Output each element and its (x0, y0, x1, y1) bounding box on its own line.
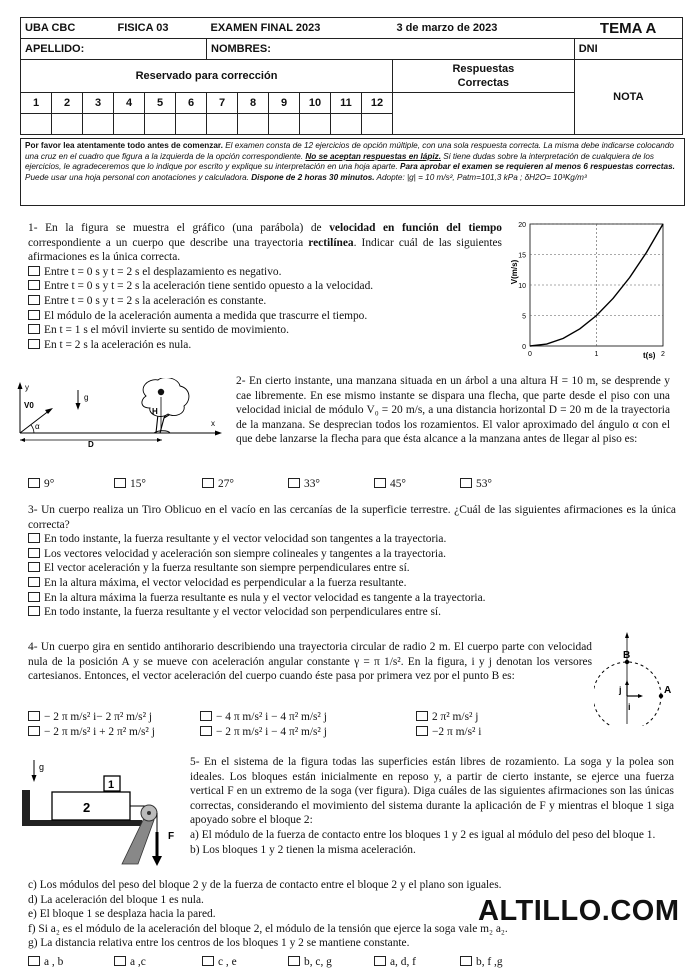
statement-e: e) El bloque 1 se desplaza hacia la pared. (28, 908, 216, 921)
alpha-label: α (35, 422, 40, 431)
block-2 (52, 792, 130, 820)
alpha-arc (31, 425, 34, 433)
y-arrow-icon (18, 382, 23, 389)
q5-option[interactable]: a, d, f (374, 956, 416, 968)
grade-number: 3 (83, 93, 114, 114)
checkbox[interactable] (28, 577, 40, 587)
nota-label: NOTA (574, 60, 682, 135)
question-5-statement: 5- En el sistema de la figura todas las superficies están libres de rozamiento. La soga y la polea son ideales. Los bloques están inicialmente en reposo y, a partir de cierto instante, se ejerce una fuerza vertical F en un extremo de la soga (ver figura). Diga cuáles de las siguientes afirmaciones son las únicas correctas, considerando el movimiento del sistema durante la aplicación de F y mientras el bloque 1 siga apoyado sobre el bloque 2: (190, 756, 674, 827)
point-a-label: A (664, 685, 672, 696)
q5-option[interactable]: b, c, g (288, 956, 332, 968)
checkbox[interactable] (460, 956, 472, 966)
question-2 (236, 374, 670, 447)
x-tick-label: 0 (528, 351, 532, 358)
instructions-lead: Por favor lea atentamente todo antes de comenzar. (25, 141, 223, 150)
i-label: i (628, 702, 631, 712)
statement-b: b) Los bloques 1 y 2 tienen la misma aceleración. (190, 843, 416, 856)
grade-number: 11 (331, 93, 362, 114)
exam-date: 3 de marzo de 2023 (393, 18, 575, 39)
instructions-doubts: Si tiene dudas sobre la interpretación de cualquiera de los ejercicios, le agradeceremos que lo indique por escrito y explique su interpretación en una hoja aparte. (25, 151, 655, 172)
y-label: y (25, 383, 29, 392)
question-4 (28, 640, 592, 684)
blocks-pulley-figure (22, 756, 190, 872)
force-f-arrow-icon (152, 856, 162, 866)
q4-option[interactable]: − 2 π m/s² i − 4 π² m/s² j (200, 726, 327, 738)
grade-number: 7 (207, 93, 238, 114)
grade-cell[interactable] (300, 114, 331, 135)
q1-option[interactable]: Entre t = 0 s y t = 2 s la aceleración tiene sentido opuesto a la velocidad. (28, 279, 502, 294)
x-arrow-icon (215, 431, 222, 436)
checkbox[interactable] (28, 726, 40, 736)
checkbox[interactable] (28, 592, 40, 602)
checkbox[interactable] (200, 711, 212, 721)
y-tick-label: 0 (522, 344, 526, 351)
q2-option[interactable]: 33° (288, 478, 320, 490)
question-4-statement: 4- Un cuerpo gira en sentido antihorario describiendo una trayectoria circular de radio 2 m. El cuerpo parte con velocidad nula de la posición A y se mueve con aceleración angular constante γ = π 1/s². En la figura, i y j denotan los versores cartesianos. Entonces, el vector aceleración del cuerpo cuando éste pasa por primera vez por el punto B es: (28, 641, 592, 683)
instructions-pencil-warning: No se aceptan respuestas en lápiz. (305, 151, 441, 161)
checkbox[interactable] (28, 548, 40, 558)
x-axis-label: t(s) (643, 351, 656, 360)
grade-number: 2 (52, 93, 83, 114)
q4-option[interactable]: − 2 π m/s² i− 2 π² m/s² j (28, 711, 152, 723)
checkbox[interactable] (374, 478, 386, 488)
grade-number: 4 (114, 93, 145, 114)
q2-options (28, 478, 668, 492)
q5-option[interactable]: a ,c (114, 956, 146, 968)
statement-f: f) Si a₂ es el módulo de la aceleración del bloque 2, el módulo de la tensión que ejerce la soga vale m₂ a₂. (28, 922, 508, 935)
grade-number: 9 (269, 93, 300, 114)
institution: UBA CBC (21, 18, 114, 39)
point-a (659, 694, 663, 698)
question-3-statement: 3- Un cuerpo realiza un Tiro Oblicuo en el vacío en las cercanías de la superficie terrestre. ¿Cuál de las siguientes afirmaciones es la única correcta? (28, 504, 676, 531)
grade-cell[interactable] (331, 114, 362, 135)
q4-option[interactable]: 2 π² m/s² j (416, 711, 478, 723)
q5-option[interactable]: a , b (28, 956, 63, 968)
instructions (20, 138, 685, 206)
q1-option[interactable]: Entre t = 0 s y t = 2 s el desplazamiento es negativo. (28, 265, 502, 280)
tree-icon (142, 378, 189, 433)
checkbox[interactable] (288, 478, 300, 488)
q4-option[interactable]: − 4 π m/s² i − 4 π² m/s² j (200, 711, 327, 723)
y-tick-label: 15 (518, 252, 526, 260)
q2-option[interactable]: 53° (460, 478, 492, 490)
checkbox[interactable] (114, 956, 126, 966)
checkbox[interactable] (460, 478, 472, 488)
apellido-field[interactable]: APELLIDO: (21, 39, 207, 60)
grade-cell[interactable] (207, 114, 238, 135)
h-label: H (152, 407, 158, 416)
checkbox[interactable] (28, 266, 40, 276)
instructions-pass: Para aprobar el examen se requieren al menos 6 respuestas correctas. (400, 162, 675, 172)
q3-option[interactable]: En todo instante, la fuerza resultante y el vector velocidad son tangentes a la trayectoria. (28, 532, 676, 547)
q1-option[interactable]: En t = 2 s la aceleración es nula. (28, 338, 502, 353)
y-axis-label: V(m/s) (510, 259, 519, 285)
y-tick-label: 20 (518, 222, 526, 229)
block-2-label: 2 (83, 800, 91, 815)
question-1 (28, 221, 502, 352)
grade-cell[interactable] (145, 114, 176, 135)
checkbox[interactable] (28, 533, 40, 543)
j-arrow-icon (625, 680, 629, 685)
question-1-statement: 1- En la figura se muestra el gráfico (una parábola) de velocidad en función del tiempo correspondiente a un cuerpo que describe una trayectoria rectilínea. Indicar cuál de las siguientes afirmaciones es la única correcta. (28, 222, 502, 264)
checkbox[interactable] (416, 726, 428, 736)
q2-option[interactable]: 15° (114, 478, 146, 490)
grade-cell[interactable] (114, 114, 145, 135)
x-tick-label: 1 (594, 351, 599, 358)
grade-cell[interactable] (238, 114, 269, 135)
q3-option[interactable]: En todo instante, la fuerza resultante y el vector velocidad son perpendiculares entre sí. (28, 605, 676, 620)
force-f-label: F (168, 831, 175, 842)
j-label: j (619, 685, 622, 695)
q1-option[interactable]: Entre t = 0 s y t = 2 s la aceleración es constante. (28, 294, 502, 309)
instructions-notes: Puede usar una hoja personal con anotaciones y calculadora. (25, 173, 252, 183)
correct-label-1: Respuestas (452, 63, 515, 75)
statement-a: a) El módulo de la fuerza de contacto entre los bloques 1 y 2 es igual al módulo del peso del bloque 1. (190, 828, 656, 841)
dni-field[interactable]: DNI (574, 39, 682, 60)
grade-number: 5 (145, 93, 176, 114)
exam-title: EXAMEN FINAL 2023 (207, 18, 393, 39)
q4-option[interactable]: − 2 π m/s² i + 2 π² m/s² j (28, 726, 155, 738)
checkbox[interactable] (28, 711, 40, 721)
checkbox[interactable] (416, 711, 428, 721)
block-1-label: 1 (108, 779, 115, 791)
x-tick-label: 2 (661, 351, 665, 358)
velocity-time-chart (505, 214, 677, 366)
grade-cell[interactable] (21, 114, 52, 135)
q1-option[interactable]: El módulo de la aceleración aumenta a medida que trascurre el tiempo. (28, 309, 502, 324)
nombres-field[interactable]: NOMBRES: (207, 39, 575, 60)
q1-option[interactable]: En t = 1 s el móvil invierte su sentido de movimiento. (28, 323, 502, 338)
q2-option[interactable]: 45° (374, 478, 406, 490)
grade-number: 1 (21, 93, 52, 114)
d-arrow-left-icon (20, 438, 25, 442)
circle-figure (594, 630, 684, 726)
checkbox[interactable] (114, 478, 126, 488)
checkbox[interactable] (28, 606, 40, 616)
checkbox[interactable] (28, 339, 40, 349)
reserved-label: Reservado para corrección (21, 60, 393, 93)
apple-icon (158, 389, 164, 395)
correct-answers-label (393, 60, 575, 93)
grade-cell[interactable] (362, 114, 393, 135)
tema: TEMA A (574, 18, 682, 39)
grade-number: 12 (362, 93, 393, 114)
grade-cell[interactable] (176, 114, 207, 135)
grade-cell[interactable] (83, 114, 114, 135)
chart-ticks (518, 222, 665, 358)
q2-option[interactable]: 27° (202, 478, 234, 490)
g-arrow-icon (76, 403, 81, 410)
correct-answers-cell[interactable] (393, 93, 575, 135)
y-tick-label: 5 (522, 313, 526, 321)
q3-option[interactable]: Los vectores velocidad y aceleración son siempre colineales y tangentes a la trayectoria. (28, 547, 676, 562)
instructions-body: El examen consta de 12 ejercicios de opción múltiple, con una sola respuesta correcta. La misma debe indicarse colocando una cruz en el cuadro que figura a la izquierda de la opción correspondiente. (25, 141, 674, 161)
instructions-constants: Adopte: |g| = 10 m/s², Patm=101,3 kPa ; δH2O= 10³Kg/m³ (374, 173, 587, 183)
q3-option[interactable]: En la altura máxima, el vector velocidad es perpendicular a la fuerza resultante. (28, 576, 676, 591)
checkbox[interactable] (200, 726, 212, 736)
wall (22, 790, 30, 820)
altillo-watermark: ALTILLO.COM (478, 895, 680, 927)
checkbox[interactable] (28, 478, 40, 488)
checkbox[interactable] (28, 956, 40, 966)
checkbox[interactable] (28, 280, 40, 290)
g-arrow-icon (32, 775, 37, 782)
point-b-label: B (623, 650, 631, 661)
correct-label-2: Correctas (457, 77, 510, 89)
question-5 (190, 755, 674, 857)
floor (22, 820, 142, 826)
checkbox[interactable] (28, 310, 40, 320)
checkbox[interactable] (288, 956, 300, 966)
checkbox[interactable] (374, 956, 386, 966)
x-label: x (211, 419, 215, 428)
q5-options (28, 956, 668, 970)
grade-cell[interactable] (269, 114, 300, 135)
grade-cell[interactable] (52, 114, 83, 135)
i-arrow-icon (638, 694, 643, 698)
q4-option[interactable]: −2 π m/s² i (416, 726, 481, 738)
q2-option[interactable]: 9° (28, 478, 54, 490)
y-tick-label: 10 (518, 283, 526, 290)
statement-c: c) Los módulos del peso del bloque 2 y de la fuerza de contacto entre el bloque 2 y el plano son iguales. (28, 879, 502, 891)
checkbox[interactable] (28, 295, 40, 305)
q5-option[interactable]: c , e (202, 956, 237, 968)
instructions-time: Dispone de 2 horas 30 minutos. (251, 173, 375, 183)
g-label: g (84, 393, 89, 402)
q4-options (28, 711, 588, 741)
question-2-statement: 2- En cierto instante, una manzana situada en un árbol a una altura H = 10 m, se desprende y cae libremente. En ese mismo instante se dispara una flecha, que parte desde el piso con una velocidad inicial de módulo V₀ = 20 m/s, a una distancia horizontal D = 20 m de la trayectoria de la manzana. Se desprecian todos los rozamientos. El valor aproximado del ángulo α con el que debe lanzarse la flecha para que ésta alcance a la manzana antes de llegar al piso es: (236, 375, 670, 446)
d-arrow-right-icon (157, 438, 162, 442)
chart-grid (530, 224, 663, 346)
grade-number: 6 (176, 93, 207, 114)
question-3 (28, 503, 676, 620)
v0-label: V0 (24, 401, 34, 410)
q3-option[interactable]: En la altura máxima la fuerza resultante es nula y el vector velocidad es tangente a la trayectoria. (28, 591, 676, 606)
checkbox[interactable] (28, 324, 40, 334)
apple-arrow-figure (8, 378, 234, 448)
d-label: D (88, 440, 94, 448)
q3-option[interactable]: El vector aceleración y la fuerza resultante son siempre perpendiculares entre sí. (28, 561, 676, 576)
statement-g: g) La distancia relativa entre los centros de los bloques 1 y 2 se mantiene constante. (28, 937, 410, 950)
checkbox[interactable] (202, 956, 214, 966)
q5-option[interactable]: b, f ,g (460, 956, 503, 968)
subject: FISICA 03 (114, 18, 207, 39)
grade-number: 8 (238, 93, 269, 114)
vertical-arrow-icon (625, 632, 629, 638)
statement-d: d) La aceleración del bloque 1 es nula. (28, 893, 204, 906)
g-label: g (39, 762, 45, 772)
checkbox[interactable] (202, 478, 214, 488)
checkbox[interactable] (28, 562, 40, 572)
exam-header (20, 17, 683, 135)
grade-number: 10 (300, 93, 331, 114)
